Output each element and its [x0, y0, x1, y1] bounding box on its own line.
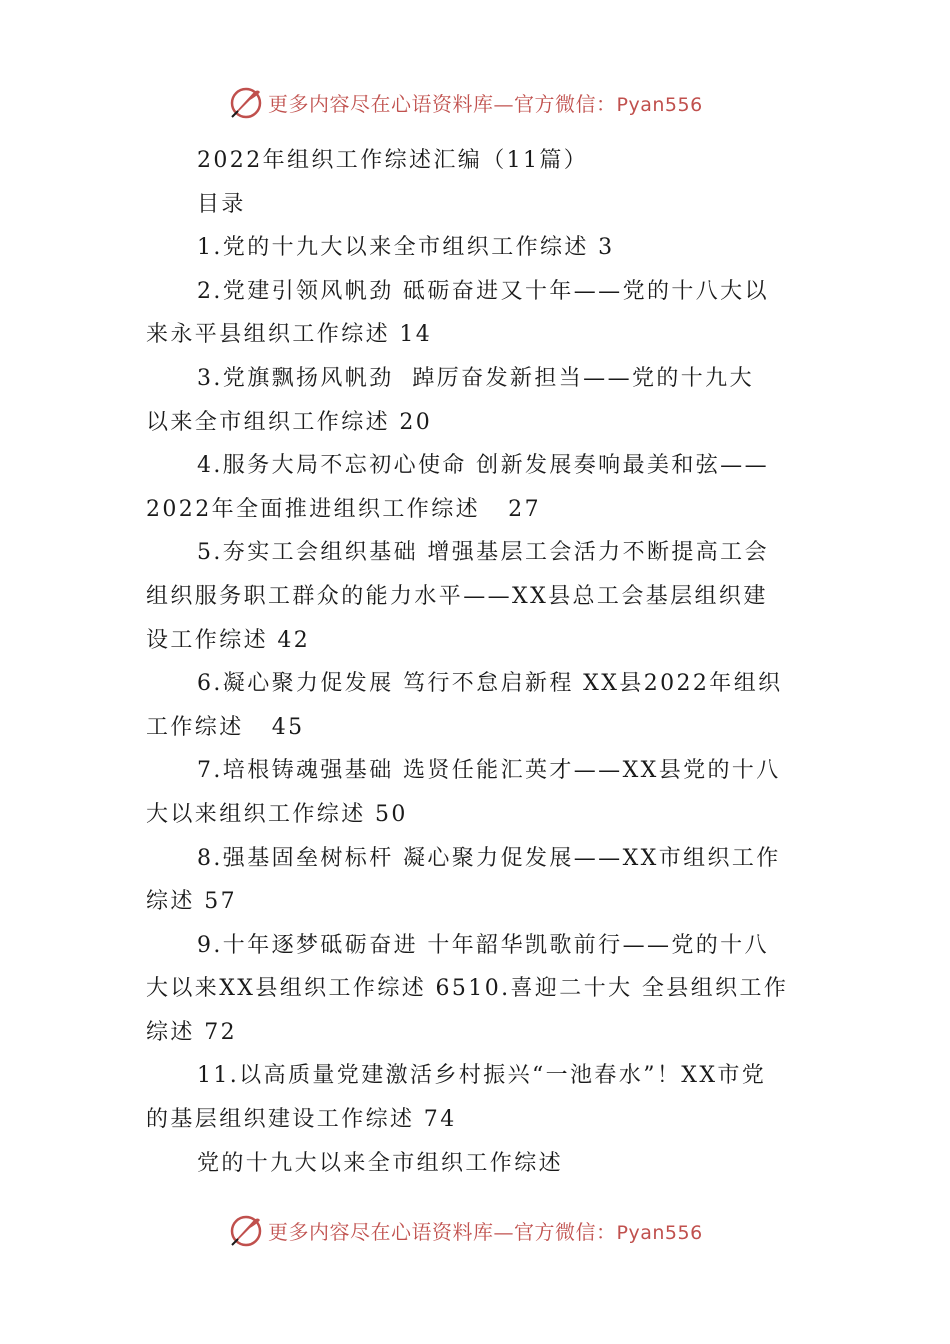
quill-logo-icon — [228, 84, 264, 120]
toc-line: 11.以高质量党建激活乡村振兴“一池春水”！XX市党 — [197, 1063, 767, 1089]
toc-line: 8.强基固垒树标杆 凝心聚力促发展——XX市组织工作 — [197, 845, 781, 871]
toc-line: 9.十年逐梦砥砺奋进 十年韶华凯歌前行——党的十八 — [197, 932, 769, 958]
header-banner — [228, 82, 748, 122]
toc-line: 1.党的十九大以来全市组织工作综述 3 — [197, 235, 615, 261]
toc-line: 7.培根铸魂强基础 选贤任能汇英才——XX县党的十八 — [197, 758, 781, 784]
wechat-id: Pyan556 — [616, 93, 703, 116]
toc-line: 2022年全面推进组织工作综述 27 — [146, 496, 541, 522]
toc-line: 以来全市组织工作综述 20 — [146, 409, 433, 435]
toc-line: 大以来XX县组织工作综述 6510.喜迎二十大 全县组织工作 — [146, 976, 789, 1002]
banner-text: 更多内容尽在心语资料库—官方微信：Pyan556 — [268, 91, 703, 116]
toc-line: 设工作综述 42 — [146, 627, 311, 653]
toc-line: 6.凝心聚力促发展 笃行不怠启新程 XX县2022年组织 — [197, 671, 783, 697]
toc-line: 来永平县组织工作综述 14 — [146, 322, 433, 348]
toc-line: 3.党旗飘扬风帆劲 踔厉奋发新担当——党的十九大 — [197, 365, 754, 391]
toc-line: 的基层组织建设工作综述 74 — [146, 1107, 457, 1133]
toc-line: 综述 72 — [146, 1019, 237, 1045]
toc-line: 5.夯实工会组织基础 增强基层工会活力不断提高工会 — [197, 540, 769, 566]
wechat-id: Pyan556 — [616, 1221, 703, 1244]
section-heading: 党的十九大以来全市组织工作综述 — [197, 1150, 564, 1176]
quill-logo-icon — [228, 1212, 264, 1248]
toc-line: 4.服务大局不忘初心使命 创新发展奏响最美和弦—— — [197, 453, 769, 479]
footer-banner — [228, 1210, 748, 1250]
toc-line: 工作综述 45 — [146, 714, 305, 740]
document-body — [146, 139, 806, 1185]
toc-line: 综述 57 — [146, 889, 237, 915]
document-title: 2022年组织工作综述汇编（11篇） — [197, 148, 589, 173]
banner-text: 更多内容尽在心语资料库—官方微信：Pyan556 — [268, 1219, 703, 1244]
toc-line: 2.党建引领风帆劲 砥砺奋进又十年——党的十八大以 — [197, 278, 769, 304]
toc-line: 大以来组织工作综述 50 — [146, 801, 408, 827]
toc-heading: 目录 — [197, 191, 246, 217]
toc-line: 组织服务职工群众的能力水平——XX县总工会基层组织建 — [146, 583, 768, 609]
